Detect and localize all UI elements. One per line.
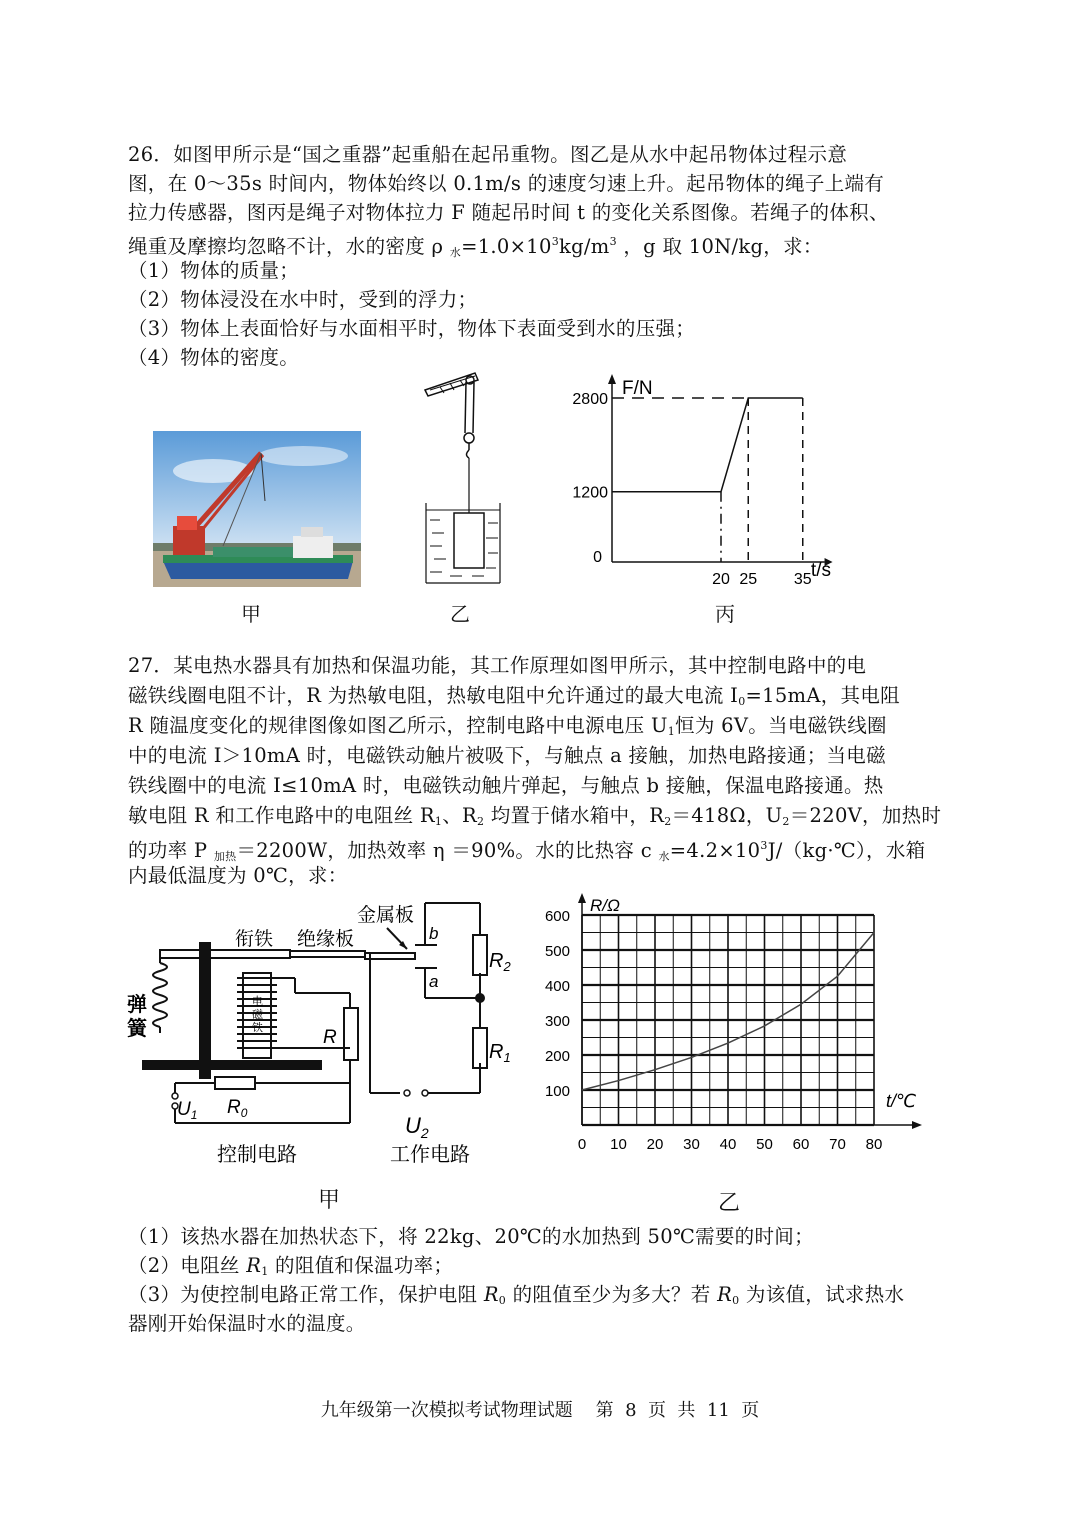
x-tick-label: 10 [610, 1136, 627, 1153]
y-axis-label: F/N [622, 378, 653, 399]
q26-caption-bing: 丙 [715, 602, 735, 626]
q26-line-3: 拉力传感器，图丙是绳子对物体拉力 F 随起吊时间 t 的变化关系图像。若绳子的体积、 [128, 201, 889, 224]
y-tick-label: 600 [544, 908, 570, 925]
R0-label: $R_0$ [227, 1097, 248, 1120]
y-axis-label: R/Ω [590, 896, 620, 915]
x-tick-label: 50 [756, 1136, 773, 1153]
R-label: R [323, 1027, 337, 1048]
x-axis-arrow [912, 1121, 922, 1129]
x-tick-label: 25 [739, 571, 758, 588]
y-tick-label: 100 [544, 1083, 570, 1100]
y-tick-label: 200 [544, 1048, 570, 1065]
q26-caption-jia: 甲 [241, 602, 261, 626]
q26-caption-yi: 乙 [450, 602, 470, 626]
circuit-diagram [125, 893, 525, 1193]
q27-line-5: 铁线圈中的电流 I≤10mA 时，电磁铁动触片弹起，与触点 b 接触，保温电路接通。热 [128, 774, 884, 797]
coil-label-2: 磁 [252, 1009, 263, 1021]
q27-item-3-cont: 器刚开始保温时水的温度。 [128, 1312, 366, 1335]
x-axis-label: t/s [810, 560, 831, 581]
q27-line-6: 敏电阻 R 和工作电路中的电阻丝 $R_1$、$R_2$ 均置于储水箱中，$R_2=418\Omega$，$U_2=220V$，加热时 [128, 804, 942, 828]
x-tick-label: 40 [719, 1136, 737, 1153]
y-tick-label: 300 [544, 1013, 570, 1030]
q26-line-4: 绳重及摩擦均忽略不计，水的密度 ρ $_水=1.0\times 10^3kg/m^3$ ，g 取 10N/kg，求： [128, 235, 823, 259]
q27-item-3: （3）为使控制电路正常工作，保护电阻 $R_0$ 的阻值至少为多大？若 $R_0$ 为该值，试求热水 [128, 1283, 905, 1307]
crane-ship-photo [153, 431, 361, 587]
q26-line-1: 26．如图甲所示是“国之重器”起重船在起吊重物。图乙是从水中起吊物体过程示意 [128, 143, 848, 166]
x-tick-label: 20 [646, 1136, 664, 1153]
x-tick-label: 80 [865, 1136, 883, 1153]
q26-item-3: （3）物体上表面恰好与水面相平时，物体下表面受到水的压强； [128, 317, 696, 340]
U1-label: $U_1$ [177, 1099, 198, 1122]
contact-b-label: b [429, 924, 439, 943]
control-circuit-label: 控制电路 [217, 1144, 297, 1166]
R1-label: $R_1$ [489, 1041, 511, 1065]
q27-item-1: （1）该热水器在加热状态下，将 22kg、20℃的水加热到 50℃需要的时间； [128, 1225, 814, 1248]
q27-caption-jia: 甲 [318, 1188, 341, 1213]
x-tick-label: 30 [683, 1136, 700, 1153]
spring-label-2: 簧 [127, 1018, 147, 1040]
q27-line-4: 中的电流 I＞10mA 时，电磁铁动触片被吸下，与触点 a 接触，加热电路接通；当电磁 [128, 744, 886, 767]
U2-label: $U_2$ [405, 1113, 429, 1141]
x-axis-label: t/℃ [886, 1091, 917, 1111]
x-tick-label: 35 [793, 571, 812, 588]
metal-plate-label: 金属板 [357, 905, 415, 926]
q27-item-2: （2）电阻丝 $R_1$ 的阻值和保温功率； [128, 1254, 454, 1278]
q26-item-4: （4）物体的密度。 [128, 346, 300, 369]
R2-label: $R_2$ [489, 950, 511, 974]
resistance-temperature-chart [535, 893, 925, 1183]
lifting-diagram [420, 368, 505, 588]
q27-caption-yi: 乙 [718, 1191, 741, 1216]
spring-label-1: 弹 [127, 994, 147, 1016]
q27-line-8: 内最低温度为 0℃，求： [128, 864, 348, 887]
insulator-label: 绝缘板 [297, 929, 355, 950]
q27-line-2: 磁铁线圈电阻不计，R 为热敏电阻，热敏电阻中允许通过的最大电流 $I_0=15mA$，其电阻 [128, 684, 900, 708]
x-tick-label: 0 [577, 1136, 587, 1153]
y-tick-label: 1200 [572, 484, 608, 502]
q26-item-1: （1）物体的质量； [128, 259, 300, 282]
x-tick-label: 20 [712, 571, 730, 588]
x-tick-label: 70 [829, 1136, 846, 1153]
y-tick-label: 2800 [572, 391, 608, 408]
q26-line-2: 图，在 0～35s 时间内，物体始终以 0.1m/s 的速度匀速上升。起吊物体的绳子上端有 [128, 172, 885, 195]
q26-item-2: （2）物体浸没在水中时，受到的浮力； [128, 288, 478, 311]
force-time-chart [572, 372, 910, 588]
y-tick-label: 400 [544, 978, 570, 995]
page-footer: 九年级第一次模拟考试物理试题 第 8 页 共 11 页 [320, 1400, 760, 1421]
q27-line-7: 的功率 P $_{加热}$＝2200W，加热效率 η ＝90%。水的比热容 c $_水=4.2\times 10^3J/(kg\cdot℃)$，水箱 [128, 839, 926, 863]
y-axis-arrow [578, 893, 586, 903]
contact-a-label: a [429, 972, 439, 991]
coil-label-1: 电 [252, 996, 263, 1008]
x-tick-label: 60 [792, 1136, 810, 1153]
work-circuit-label: 工作电路 [390, 1144, 470, 1166]
coil-label-3: 铁 [252, 1022, 263, 1034]
armature-label: 衔铁 [235, 929, 274, 950]
y-tick-label: 500 [544, 943, 570, 960]
series-line [612, 398, 803, 492]
q27-line-1: 27．某电热水器具有加热和保温功能，其工作原理如图甲所示，其中控制电路中的电 [128, 654, 867, 677]
q27-line-3: R 随温度变化的规律图像如图乙所示，控制电路中电源电压 $U_1$恒为 6V。当电磁铁线圈 [128, 714, 887, 738]
origin-label: 0 [593, 549, 602, 566]
y-axis-arrow [608, 374, 616, 384]
